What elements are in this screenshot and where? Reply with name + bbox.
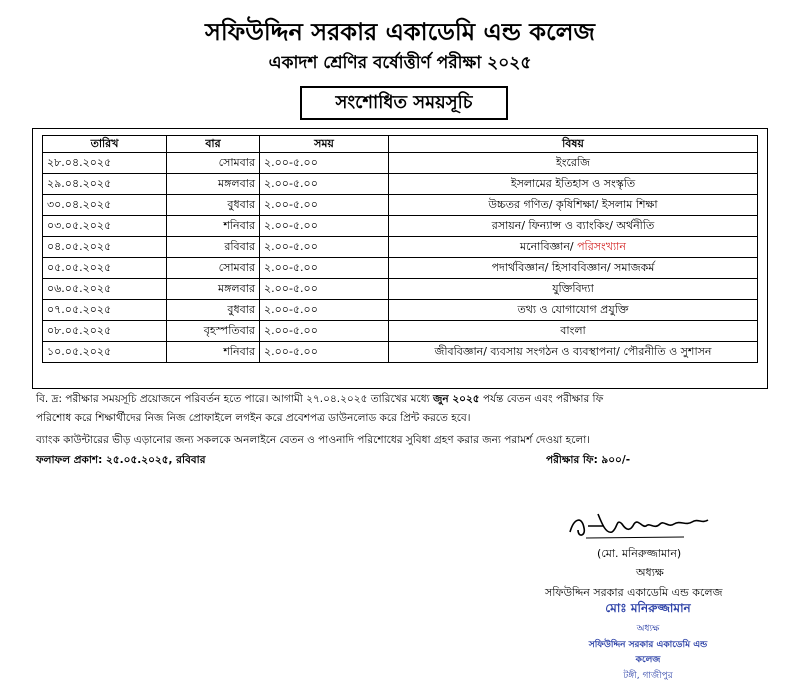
subject-highlight: পরিসংখ্যান xyxy=(577,240,626,253)
cell-day: বুধবার xyxy=(167,300,260,321)
seal-role: অধ্যক্ষ xyxy=(636,624,660,634)
table-row xyxy=(43,195,758,216)
cell-subject: ইংরেজি xyxy=(389,153,758,174)
table-row xyxy=(43,342,758,363)
cell-time: ২.০০-৫.০০ xyxy=(260,153,389,174)
seal-name: মোঃ মনিরুজ্জামান xyxy=(605,601,691,615)
institution-title: সফিউদ্দিন সরকার একাডেমি এন্ড কলেজ xyxy=(204,18,596,46)
result-date: ফলাফল প্রকাশ: ২৫.০৫.২০২৫, রবিবার xyxy=(36,454,206,466)
cell-subject: তথ্য ও যোগাযোগ প্রযুক্তি xyxy=(389,300,758,321)
cell-time: ২.০০-৫.০০ xyxy=(260,258,389,279)
signatory-institution: সফিউদ্দিন সরকার একাডেমি এন্ড কলেজ xyxy=(545,586,723,599)
signatory-role: অধ্যক্ষ xyxy=(636,566,664,579)
subject-text: মনোবিজ্ঞান/ xyxy=(520,240,578,253)
note-line-2: পরিশোধ করে শিক্ষার্থীদের নিজ নিজ প্রোফাইলে লগইন করে প্রবেশপত্র ডাউনলোড করে প্রিন্ট করতে হবে। xyxy=(36,412,471,424)
signature-scribble-icon xyxy=(564,506,714,546)
cell-day: শনিবার xyxy=(167,342,260,363)
cell-date: ২৮.০৪.২০২৫ xyxy=(43,153,167,174)
cell-date: ০৪.০৫.২০২৫ xyxy=(43,237,167,258)
cell-subject: রসায়ন/ ফিন্যান্স ও ব্যাংকিং/ অর্থনীতি xyxy=(389,216,758,237)
seal-institution: সফিউদ্দিন সরকার একাডেমি এন্ড কলেজ xyxy=(588,640,708,665)
seal-location: টঙ্গী, গাজীপুর xyxy=(623,671,673,681)
cell-date: ০৬.০৫.২০২৫ xyxy=(43,279,167,300)
cell-day: সোমবার xyxy=(167,153,260,174)
revised-schedule-heading: সংশোধিত সময়সূচি xyxy=(300,86,508,120)
cell-day: বৃহস্পতিবার xyxy=(167,321,260,342)
note-line-1-bold: জুন ২০২৫ xyxy=(433,393,480,405)
cell-time: ২.০০-৫.০০ xyxy=(260,300,389,321)
note-line-1-post: পর্যন্ত বেতন এবং পরীক্ষার ফি xyxy=(479,393,604,405)
cell-time: ২.০০-৫.০০ xyxy=(260,342,389,363)
cell-date: ১০.০৫.২০২৫ xyxy=(43,342,167,363)
header-time: সময় xyxy=(260,136,389,153)
table-row xyxy=(43,153,758,174)
cell-subject: উচ্চতর গণিত/ কৃষিশিক্ষা/ ইসলাম শিক্ষা xyxy=(389,195,758,216)
table-row xyxy=(43,279,758,300)
header-day: বার xyxy=(167,136,260,153)
cell-subject: জীববিজ্ঞান/ ব্যবসায় সংগঠন ও ব্যবস্থাপনা/ পৌরনীতি ও সুশাসন xyxy=(389,342,758,363)
cell-date: ০৮.০৫.২০২৫ xyxy=(43,321,167,342)
cell-date: ২৯.০৪.২০২৫ xyxy=(43,174,167,195)
schedule-table xyxy=(42,135,758,363)
note-line-3: ব্যাংক কাউন্টারের ভীড় এড়ানোর জন্য সকলকে অনলাইনে বেতন ও পাওনাদি পরিশোধের সুবিধা গ্রহণ করার জন্য পরামর্শ দেওয়া হলো। xyxy=(36,434,591,446)
table-row xyxy=(43,237,758,258)
cell-day: শনিবার xyxy=(167,216,260,237)
cell-day: মঙ্গলবার xyxy=(167,174,260,195)
cell-day: রবিবার xyxy=(167,237,260,258)
cell-subject: যুক্তিবিদ্যা xyxy=(389,279,758,300)
cell-day: বুধবার xyxy=(167,195,260,216)
cell-date: ০৭.০৫.২০২৫ xyxy=(43,300,167,321)
cell-time: ২.০০-৫.০০ xyxy=(260,195,389,216)
cell-time: ২.০০-৫.০০ xyxy=(260,174,389,195)
table-row xyxy=(43,258,758,279)
cell-time: ২.০০-৫.০০ xyxy=(260,321,389,342)
cell-subject: ইসলামের ইতিহাস ও সংস্কৃতি xyxy=(389,174,758,195)
table-row xyxy=(43,174,758,195)
official-seal xyxy=(578,600,718,683)
cell-day: সোমবার xyxy=(167,258,260,279)
cell-time: ২.০০-৫.০০ xyxy=(260,279,389,300)
cell-date: ৩০.০৪.২০২৫ xyxy=(43,195,167,216)
exam-fee: পরীক্ষার ফি: ৯০০/- xyxy=(546,454,631,466)
table-row xyxy=(43,321,758,342)
header-subject: বিষয় xyxy=(389,136,758,153)
signatory-name: (মো. মনিরুজ্জামান) xyxy=(597,547,682,560)
exam-subtitle: একাদশ শ্রেণির বর্ষোত্তীর্ণ পরীক্ষা ২০২৫ xyxy=(268,53,532,73)
cell-date: ০৩.০৫.২০২৫ xyxy=(43,216,167,237)
table-row xyxy=(43,300,758,321)
cell-date: ০৫.০৫.২০২৫ xyxy=(43,258,167,279)
note-line-1-pre: বি. দ্র: পরীক্ষার সময়সূচি প্রয়োজনে পরিবর্তন হতে পারে। আগামী ২৭.০৪.২০২৫ তারিখের মধ্যে xyxy=(36,393,433,405)
cell-subject: পদার্থবিজ্ঞান/ হিসাববিজ্ঞান/ সমাজকর্ম xyxy=(389,258,758,279)
table-row xyxy=(43,216,758,237)
note-line-1 xyxy=(36,392,603,409)
cell-time: ২.০০-৫.০০ xyxy=(260,237,389,258)
cell-subject xyxy=(389,237,758,258)
table-header-row xyxy=(43,136,758,153)
cell-day: মঙ্গলবার xyxy=(167,279,260,300)
cell-time: ২.০০-৫.০০ xyxy=(260,216,389,237)
header-date: তারিখ xyxy=(43,136,167,153)
cell-subject: বাংলা xyxy=(389,321,758,342)
